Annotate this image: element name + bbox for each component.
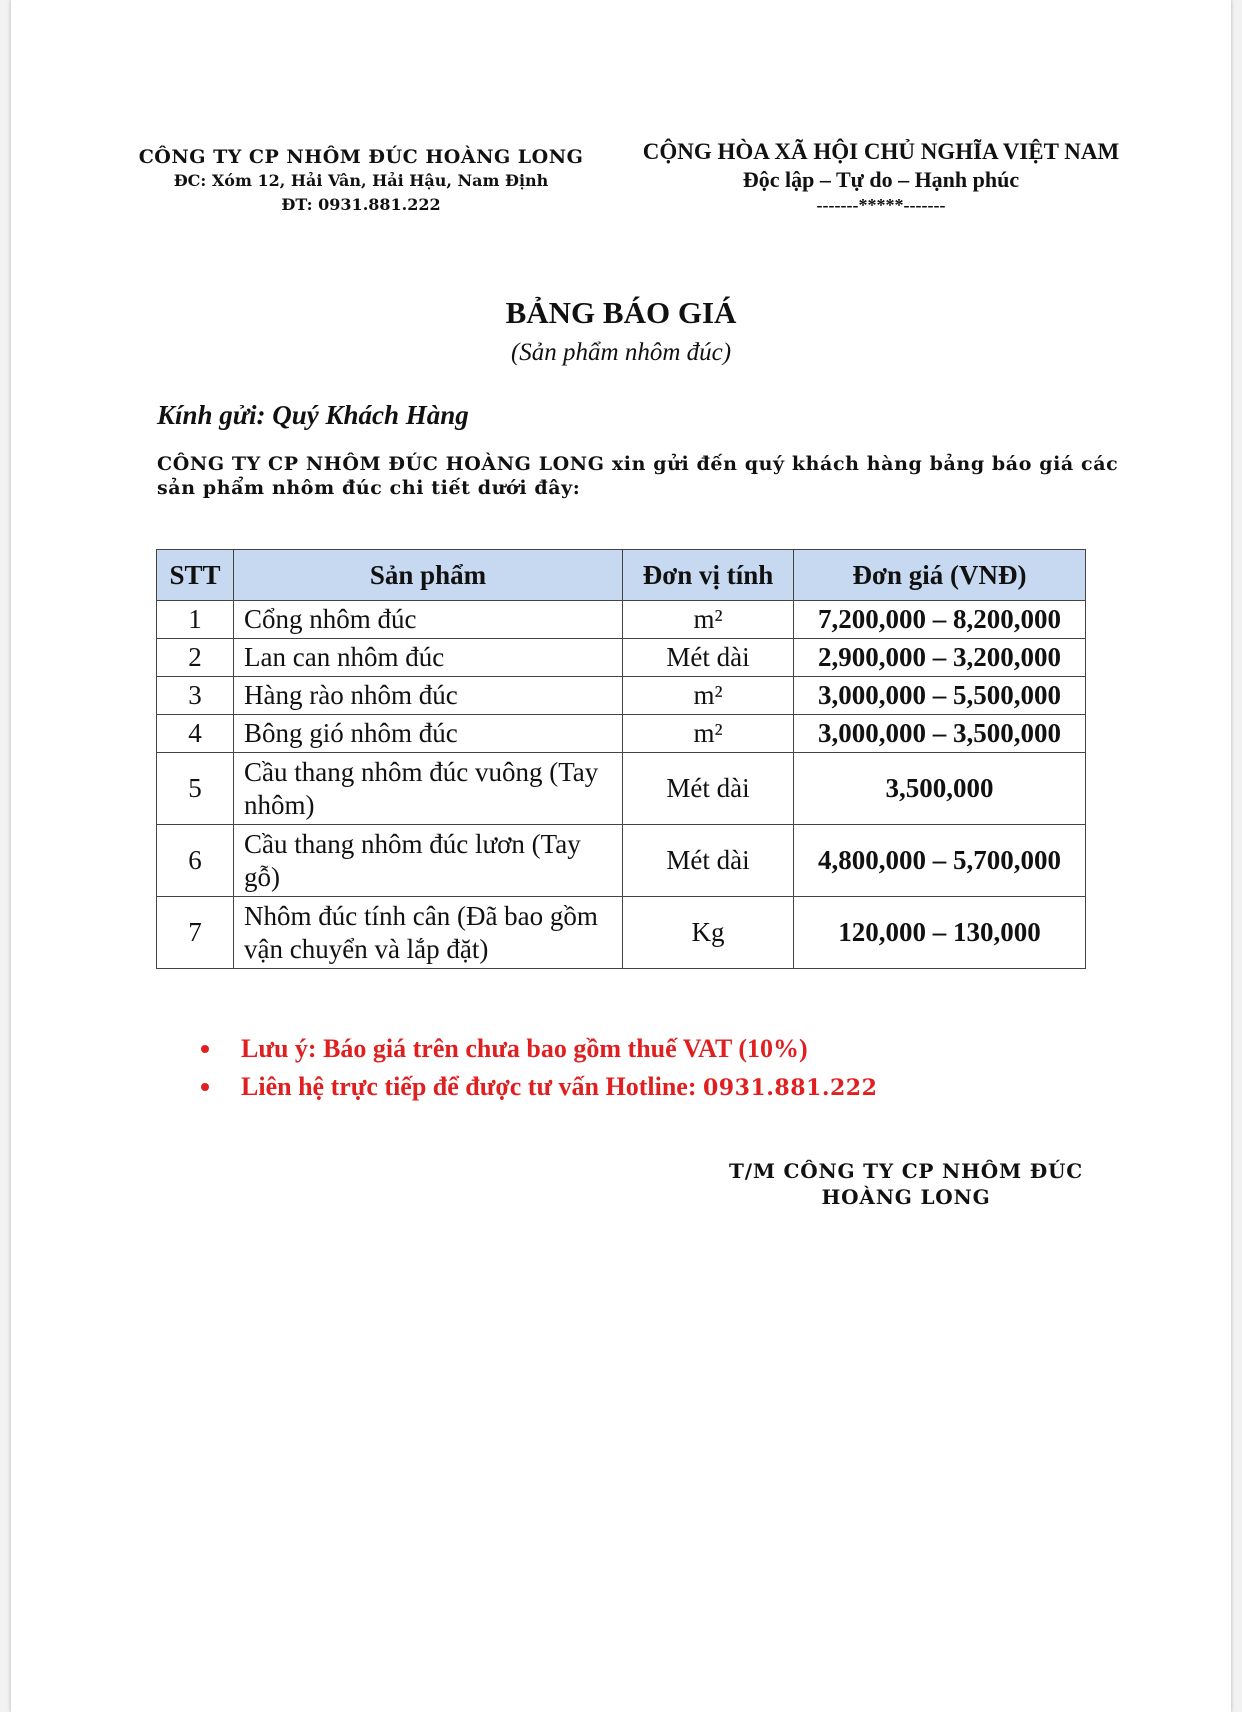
intro-paragraph: CÔNG TY CP NHÔM ĐÚC HOÀNG LONG xin gửi đến quý khách hàng bảng báo giá các sản phẩm nhôm đúc chi tiết dưới đây: (157, 453, 1119, 499)
header-divider: -------*****------- (816, 195, 946, 215)
company-name: CÔNG TY CP NHÔM ĐÚC HOÀNG LONG (138, 146, 584, 168)
bullet-icon (201, 1045, 209, 1053)
row-unit: Mét dài (623, 753, 794, 825)
row-stt: 6 (157, 825, 234, 897)
company-phone: ĐT: 0931.881.222 (281, 195, 441, 214)
price-table (156, 549, 1086, 969)
row-price: 3,000,000 – 5,500,000 (794, 677, 1086, 715)
row-product: Bông gió nhôm đúc (234, 715, 623, 753)
row-price: 120,000 – 130,000 (794, 897, 1086, 969)
row-price: 3,500,000 (794, 753, 1086, 825)
row-stt: 3 (157, 677, 234, 715)
notes-list (201, 1030, 877, 1106)
table-row (157, 715, 1086, 753)
row-price: 7,200,000 – 8,200,000 (794, 601, 1086, 639)
national-header (631, 138, 1131, 216)
row-stt: 5 (157, 753, 234, 825)
row-product: Cầu thang nhôm đúc vuông (Tay nhôm) (234, 753, 623, 825)
row-unit: Mét dài (623, 639, 794, 677)
note-vat-text: Lưu ý: Báo giá trên chưa bao gồm thuế VAT (10%) (241, 1034, 808, 1063)
row-unit: m² (623, 715, 794, 753)
signature-line-1: T/M CÔNG TY CP NHÔM ĐÚC (729, 1159, 1083, 1183)
company-header (131, 145, 591, 217)
bullet-icon (201, 1083, 209, 1091)
note-hotline-label: Liên hệ trực tiếp để được tư vấn Hotline: (241, 1072, 703, 1101)
table-row (157, 639, 1086, 677)
hotline-number: 0931.881.222 (703, 1075, 878, 1101)
row-stt: 4 (157, 715, 234, 753)
document-page (11, 0, 1231, 1712)
company-address: ĐC: Xóm 12, Hải Vân, Hải Hậu, Nam Định (173, 171, 549, 190)
row-product: Hàng rào nhôm đúc (234, 677, 623, 715)
header-stt: STT (157, 550, 234, 601)
table-row (157, 897, 1086, 969)
table-row (157, 601, 1086, 639)
national-motto: Độc lập – Tự do – Hạnh phúc (742, 167, 1020, 192)
document-title: BẢNG BÁO GIÁ (505, 295, 737, 330)
row-product: Lan can nhôm đúc (234, 639, 623, 677)
table-row (157, 825, 1086, 897)
header-unit: Đơn vị tính (623, 550, 794, 601)
table-header-row (157, 550, 1086, 601)
table-row (157, 753, 1086, 825)
row-unit: m² (623, 677, 794, 715)
row-stt: 1 (157, 601, 234, 639)
header-product: Sản phẩm (234, 550, 623, 601)
row-product: Cầu thang nhôm đúc lươn (Tay gỗ) (234, 825, 623, 897)
row-product: Cổng nhôm đúc (234, 601, 623, 639)
note-hotline (201, 1068, 877, 1106)
row-unit: Mét dài (623, 825, 794, 897)
greeting: Kính gửi: Quý Khách Hàng (157, 400, 469, 430)
table-row (157, 677, 1086, 715)
row-stt: 7 (157, 897, 234, 969)
document-subtitle: (Sản phẩm nhôm đúc) (510, 339, 732, 366)
row-price: 2,900,000 – 3,200,000 (794, 639, 1086, 677)
row-unit: m² (623, 601, 794, 639)
signature-line-2: HOÀNG LONG (821, 1185, 991, 1209)
signature-block (701, 1158, 1111, 1210)
nation-name: CỘNG HÒA XÃ HỘI CHỦ NGHĨA VIỆT NAM (642, 139, 1120, 164)
header-price: Đơn giá (VNĐ) (794, 550, 1086, 601)
row-stt: 2 (157, 639, 234, 677)
note-vat (201, 1030, 877, 1068)
row-unit: Kg (623, 897, 794, 969)
row-price: 4,800,000 – 5,700,000 (794, 825, 1086, 897)
row-product: Nhôm đúc tính cân (Đã bao gồm vận chuyển và lắp đặt) (234, 897, 623, 969)
row-price: 3,000,000 – 3,500,000 (794, 715, 1086, 753)
